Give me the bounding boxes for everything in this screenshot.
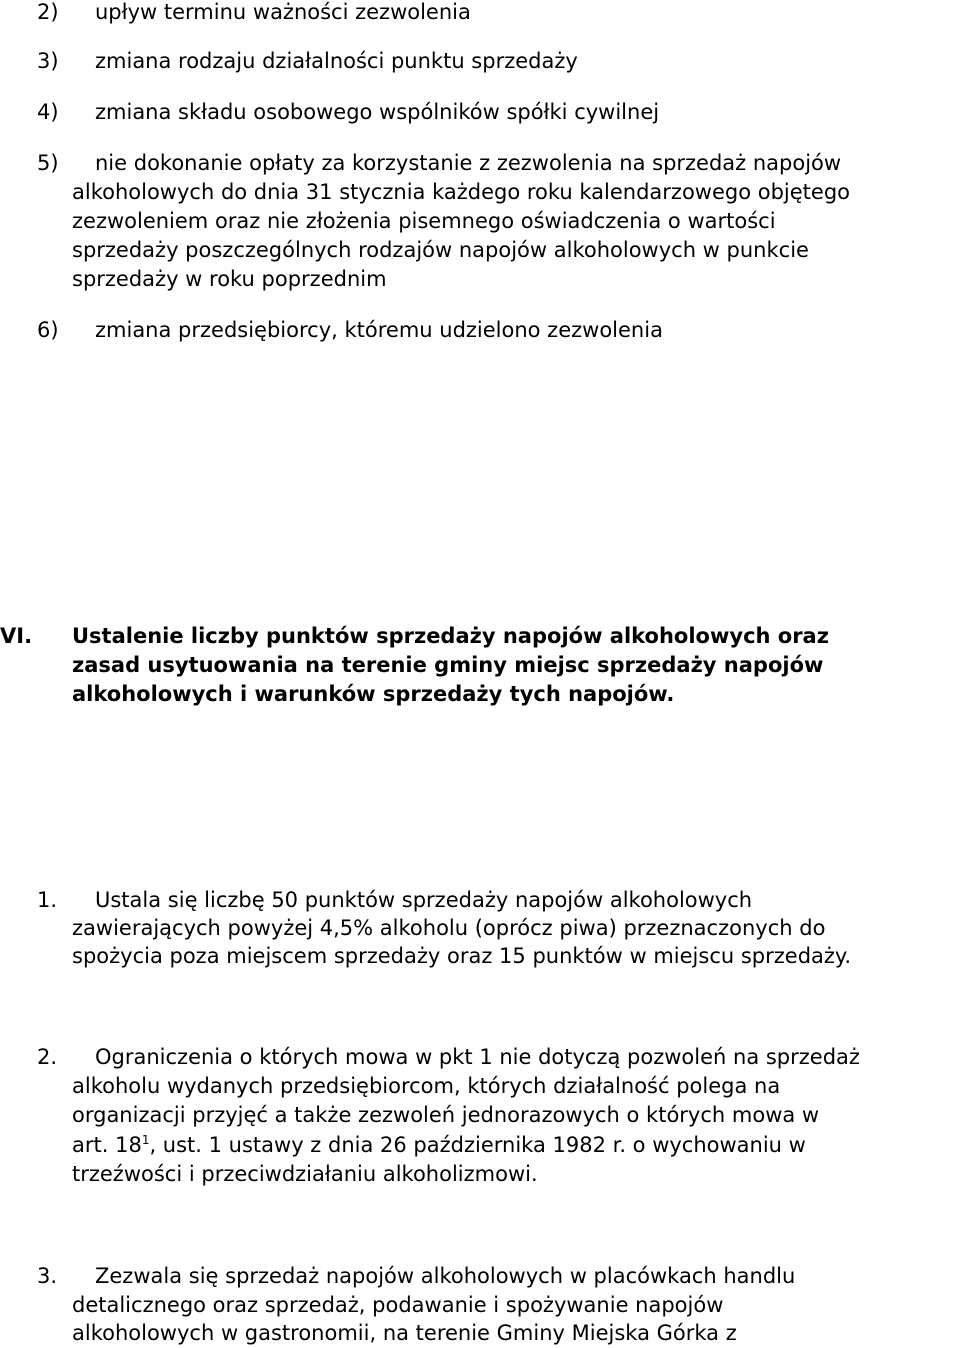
- paragraph-line: organizacji przyjęć a także zezwoleń jednorazowych o których mowa w: [72, 1103, 820, 1127]
- section-title-line: zasad usytuowania na terenie gminy miejsc sprzedaży napojów: [72, 653, 824, 677]
- paragraph-line: detalicznego oraz sprzedaż, podawanie i spożywanie napojów: [72, 1293, 724, 1317]
- paragraph-line: spożycia poza miejscem sprzedaży oraz 15 punktów w miejscu sprzedaży.: [72, 944, 852, 968]
- paragraph-line: zawierających powyżej 4,5% alkoholu (oprócz piwa) przeznaczonych do: [72, 916, 826, 940]
- section-title-line: alkoholowych i warunków sprzedaży tych napojów.: [72, 682, 675, 706]
- paragraph-line: alkoholowych w gastronomii, na terenie Gminy Miejska Górka z: [72, 1321, 737, 1345]
- paragraph-line: Zezwala się sprzedaż napojów alkoholowych w placówkach handlu: [95, 1264, 796, 1288]
- list-item-number: 6): [37, 318, 59, 342]
- list-item-number: 2): [37, 0, 59, 24]
- list-item-text: zmiana składu osobowego wspólników spółki cywilnej: [95, 100, 660, 124]
- section-title-line: Ustalenie liczby punktów sprzedaży napojów alkoholowych oraz: [72, 624, 829, 648]
- list-item-number: 4): [37, 100, 59, 124]
- list-item-text: zmiana rodzaju działalności punktu sprzedaży: [95, 49, 578, 73]
- paragraph-line: alkoholu wydanych przedsiębiorcom, których działalność polega na: [72, 1074, 781, 1098]
- art-line-rest: , ust. 1 ustawy z dnia 26 października 1982 r. o wychowaniu w: [149, 1133, 806, 1157]
- list-item-text: alkoholowych do dnia 31 stycznia każdego roku kalendarzowego objętego: [72, 180, 851, 204]
- paragraph-number: 3.: [37, 1264, 58, 1288]
- paragraph-line: Ustala się liczbę 50 punktów sprzedaży napojów alkoholowych: [95, 888, 753, 912]
- list-item-text: sprzedaży poszczególnych rodzajów napojów alkoholowych w punkcie: [72, 238, 809, 262]
- paragraph-line: trzeźwości i przeciwdziałaniu alkoholizmowi.: [72, 1162, 538, 1186]
- list-item-text: sprzedaży w roku poprzednim: [72, 267, 387, 291]
- paragraph-line: Ograniczenia o których mowa w pkt 1 nie dotyczą pozwoleń na sprzedaż: [95, 1045, 860, 1069]
- list-item-number: 3): [37, 49, 59, 73]
- list-item-text: nie dokonanie opłaty za korzystanie z zezwolenia na sprzedaż napojów: [95, 151, 842, 175]
- list-item-text: zezwoleniem oraz nie złożenia pisemnego oświadczenia o wartości: [72, 209, 776, 233]
- art-superscript: 1: [141, 1133, 150, 1147]
- list-item-text: upływ terminu ważności zezwolenia: [95, 0, 471, 24]
- list-item-text: zmiana przedsiębiorcy, któremu udzielono zezwolenia: [95, 318, 663, 342]
- paragraph-line: [72, 1130, 806, 1160]
- paragraph-number: 1.: [37, 888, 58, 912]
- art-reference: art. 18: [72, 1133, 142, 1157]
- paragraph-number: 2.: [37, 1045, 58, 1069]
- list-item-number: 5): [37, 151, 59, 175]
- section-number: VI.: [0, 624, 33, 648]
